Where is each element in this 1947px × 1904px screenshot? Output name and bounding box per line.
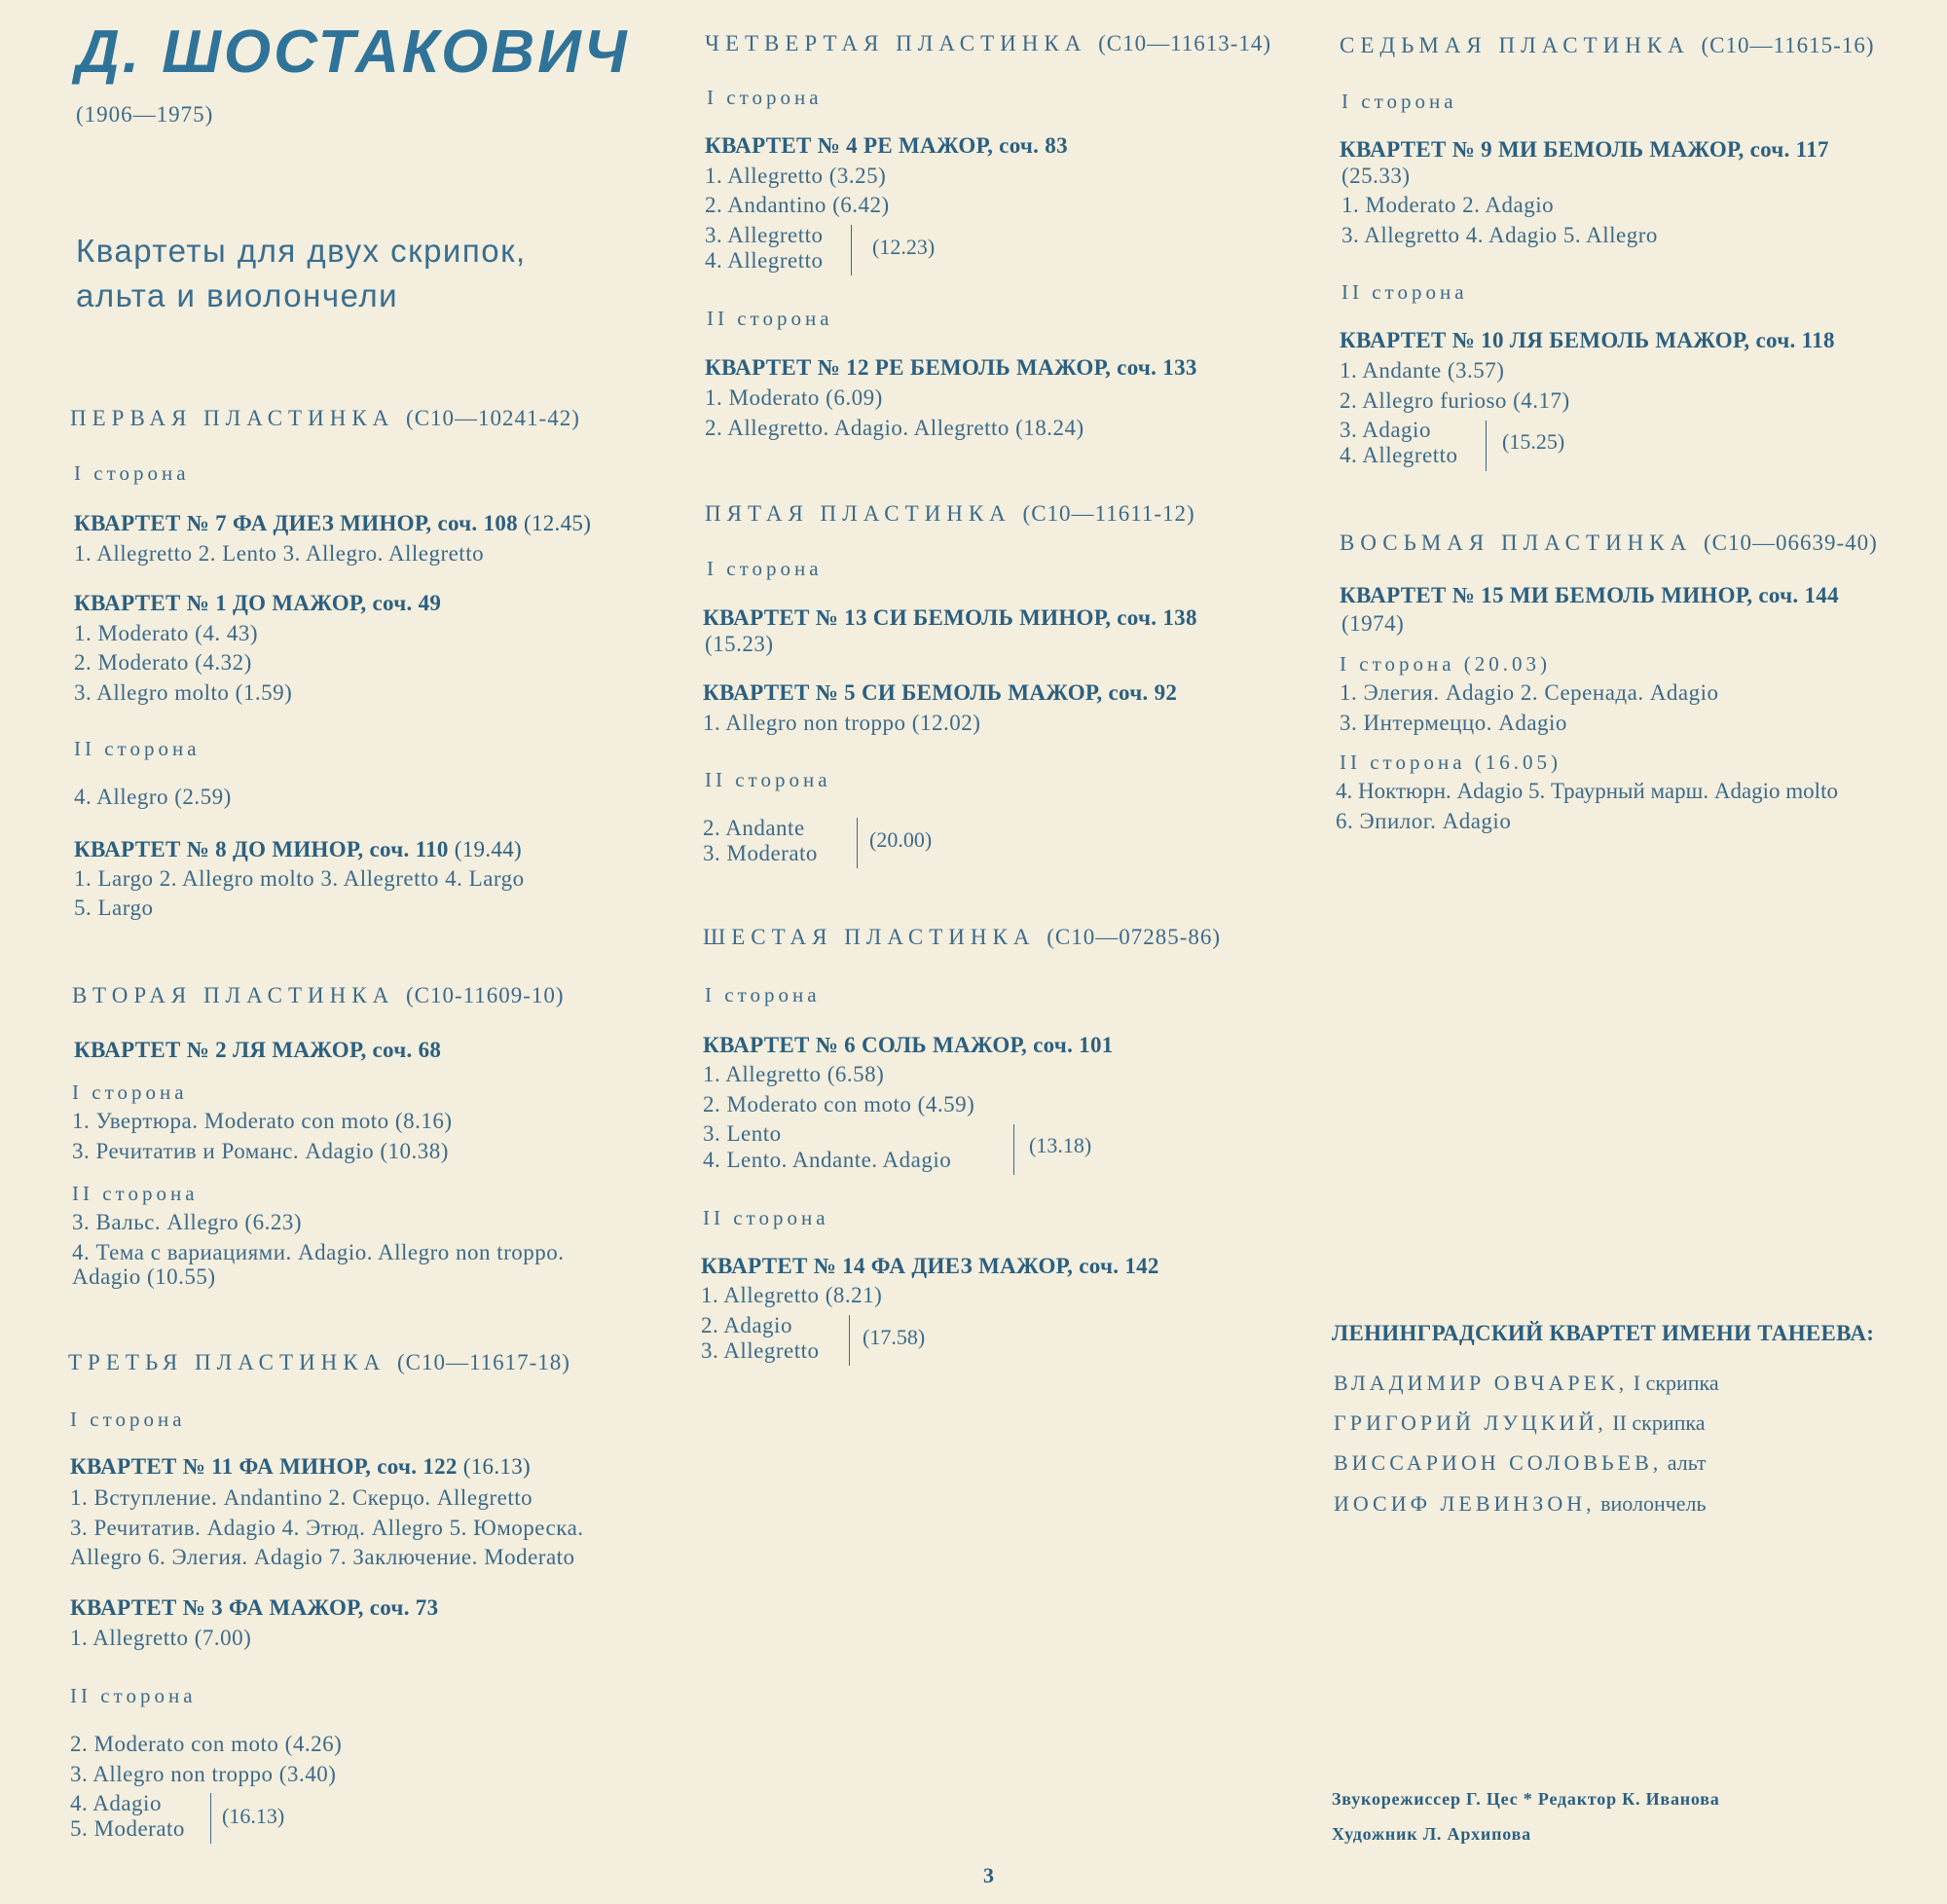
quartet-10-title: КВАРТЕТ № 10 ЛЯ БЕМОЛЬ МАЖОР, соч. 118 bbox=[1340, 328, 1835, 352]
quartet-2-movement-4-cont: Adagio (10.55) bbox=[72, 1264, 216, 1289]
record-2-heading bbox=[72, 983, 565, 1008]
quartet-2-movement-1: 1. Увертюра. Moderato con moto (8.16) bbox=[72, 1109, 453, 1133]
quartet-11-name: КВАРТЕТ № 11 ФА МИНОР, соч. 122 bbox=[70, 1454, 458, 1479]
quartet-6-movement-4: 4. Lento. Andante. Adagio bbox=[703, 1148, 952, 1172]
quartet-5-movement-3: 3. Moderato bbox=[703, 841, 818, 865]
quartet-3-brace bbox=[210, 1793, 211, 1844]
quartet-6-movement-2: 2. Moderato con moto (4.59) bbox=[703, 1092, 975, 1117]
record-4-heading bbox=[705, 31, 1271, 56]
quartet-2-title: КВАРТЕТ № 2 ЛЯ МАЖОР, соч. 68 bbox=[74, 1038, 442, 1062]
quartet-13-time: (15.23) bbox=[705, 632, 774, 656]
quartet-10-brace-time: (15.25) bbox=[1502, 429, 1565, 454]
record-5-label: ПЯТАЯ ПЛАСТИНКА bbox=[705, 501, 1011, 526]
ensemble-member-1 bbox=[1334, 1371, 1719, 1396]
quartet-6-brace bbox=[1013, 1124, 1014, 1175]
quartet-4-movement-4: 4. Allegretto bbox=[705, 248, 824, 273]
quartet-7-title bbox=[74, 511, 591, 536]
record-7-heading bbox=[1340, 33, 1874, 58]
record-4-side-2: II сторона bbox=[707, 307, 833, 330]
quartet-12-movement-1: 1. Moderato (6.09) bbox=[705, 385, 883, 410]
quartet-13-title: КВАРТЕТ № 13 СИ БЕМОЛЬ МИНОР, соч. 138 bbox=[703, 605, 1197, 630]
quartet-11-movements-2: 3. Речитатив. Adagio 4. Этюд. Allegro 5. Юмореска. bbox=[70, 1516, 584, 1540]
record-1-side-1: I сторона bbox=[74, 461, 190, 485]
quartet-3-movement-2: 2. Moderato con moto (4.26) bbox=[70, 1732, 343, 1756]
record-2-side-1: I сторона bbox=[72, 1080, 188, 1104]
record-4-label: ЧЕТВЕРТАЯ ПЛАСТИНКА bbox=[705, 31, 1087, 55]
record-7-side-2: II сторона bbox=[1341, 280, 1468, 304]
member-3-name: ВИССАРИОН СОЛОВЬЕВ, bbox=[1334, 1450, 1663, 1475]
quartet-15-movements-1: 1. Элегия. Adagio 2. Серенада. Adagio bbox=[1340, 680, 1719, 705]
quartet-9-movements-2: 3. Allegretto 4. Adagio 5. Allegro bbox=[1341, 223, 1658, 247]
quartet-9-title: КВАРТЕТ № 9 МИ БЕМОЛЬ МАЖОР, соч. 117 bbox=[1340, 137, 1829, 162]
quartet-5-movement-1: 1. Allegro non troppo (12.02) bbox=[703, 711, 981, 735]
record-1-side-2: II сторона bbox=[74, 737, 201, 760]
quartet-8-name: КВАРТЕТ № 8 ДО МИНОР, соч. 110 bbox=[74, 837, 449, 861]
quartet-8-time: (19.44) bbox=[454, 837, 522, 861]
quartet-14-movement-3: 3. Allegretto bbox=[701, 1338, 820, 1363]
quartet-1-movement-2: 2. Moderato (4.32) bbox=[74, 650, 252, 675]
record-3-label: ТРЕТЬЯ ПЛАСТИНКА bbox=[68, 1350, 386, 1374]
quartet-6-movement-1: 1. Allegretto (6.58) bbox=[703, 1062, 885, 1086]
quartet-11-time: (16.13) bbox=[462, 1454, 531, 1479]
quartet-10-movement-2: 2. Allegro furioso (4.17) bbox=[1340, 388, 1570, 413]
quartet-3-title: КВАРТЕТ № 3 ФА МАЖОР, соч. 73 bbox=[70, 1595, 439, 1620]
quartet-3-movement-5: 5. Moderato bbox=[70, 1816, 185, 1841]
subtitle-line-1: Квартеты для двух скрипок, bbox=[76, 233, 527, 269]
quartet-2-movement-4: 4. Тема с вариациями. Adagio. Allegro non troppo. bbox=[72, 1240, 565, 1264]
quartet-2-movement-2: 3. Речитатив и Романс. Adagio (10.38) bbox=[72, 1139, 449, 1163]
record-8-heading bbox=[1340, 531, 1878, 556]
quartet-3-movement-4: 4. Adagio bbox=[70, 1791, 162, 1815]
record-8-side-2: II сторона (16.05) bbox=[1340, 751, 1562, 774]
quartet-2-movement-3: 3. Вальс. Allegro (6.23) bbox=[72, 1210, 303, 1234]
quartet-15-movements-4: 6. Эпилог. Adagio bbox=[1336, 809, 1512, 833]
quartet-3-movement-3: 3. Allegro non troppo (3.40) bbox=[70, 1762, 337, 1786]
quartet-9-time: (25.33) bbox=[1341, 164, 1411, 188]
subtitle-line-2: альта и виолончели bbox=[76, 277, 399, 313]
quartet-14-title: КВАРТЕТ № 14 ФА ДИЕЗ МАЖОР, соч. 142 bbox=[701, 1254, 1159, 1278]
record-2-catalog: (С10-11609-10) bbox=[405, 983, 565, 1007]
quartet-3-movement-1: 1. Allegretto (7.00) bbox=[70, 1626, 252, 1650]
quartet-14-brace-time: (17.58) bbox=[863, 1325, 926, 1349]
member-4-name: ИОСИФ ЛЕВИНЗОН, bbox=[1334, 1491, 1596, 1516]
ensemble-title: ЛЕНИНГРАДСКИЙ КВАРТЕТ ИМЕНИ ТАНЕЕВА: bbox=[1332, 1321, 1875, 1345]
quartet-6-brace-time: (13.18) bbox=[1029, 1133, 1092, 1157]
quartet-10-brace bbox=[1486, 421, 1487, 471]
quartet-1-movement-4: 4. Allegro (2.59) bbox=[74, 785, 232, 809]
quartet-5-brace bbox=[857, 818, 858, 868]
ensemble-member-4 bbox=[1334, 1491, 1707, 1517]
member-4-role: виолончель bbox=[1600, 1491, 1707, 1516]
quartet-4-movement-1: 1. Allegretto (3.25) bbox=[705, 164, 887, 188]
quartet-15-movements-2: 3. Интермеццо. Adagio bbox=[1340, 711, 1567, 735]
quartet-4-movement-2: 2. Andantino (6.42) bbox=[705, 193, 890, 217]
record-6-catalog: (С10—07285-86) bbox=[1047, 925, 1222, 949]
composer-name: Д. ШОСТАКОВИЧ bbox=[76, 18, 630, 86]
quartet-4-title: КВАРТЕТ № 4 РЕ МАЖОР, соч. 83 bbox=[705, 133, 1068, 158]
record-4-catalog: (С10—11613-14) bbox=[1098, 31, 1272, 55]
record-8-label: ВОСЬМАЯ ПЛАСТИНКА bbox=[1340, 531, 1693, 555]
record-6-side-1: I сторона bbox=[705, 983, 821, 1007]
quartet-5-movement-2: 2. Andante bbox=[703, 816, 805, 840]
quartet-1-movement-3: 3. Allegro molto (1.59) bbox=[74, 680, 293, 705]
record-1-catalog: (С10—10241-42) bbox=[406, 406, 580, 430]
composer-years: (1906—1975) bbox=[76, 102, 214, 127]
quartet-7-movements: 1. Allegretto 2. Lento 3. Allegro. Allegretto bbox=[74, 541, 485, 566]
record-3-catalog: (С10—11617-18) bbox=[397, 1350, 570, 1374]
record-5-side-2: II сторона bbox=[705, 768, 831, 791]
quartet-10-movement-3: 3. Adagio bbox=[1340, 418, 1431, 442]
quartet-1-movement-1: 1. Moderato (4. 43) bbox=[74, 621, 258, 645]
record-6-label: ШЕСТАЯ ПЛАСТИНКА bbox=[703, 925, 1036, 949]
quartet-6-title: КВАРТЕТ № 6 СОЛЬ МАЖОР, соч. 101 bbox=[703, 1033, 1114, 1057]
record-1-heading bbox=[70, 406, 580, 431]
quartet-11-title bbox=[70, 1454, 531, 1480]
quartet-15-year: (1974) bbox=[1341, 611, 1405, 636]
record-1-label: ПЕРВАЯ ПЛАСТИНКА bbox=[70, 406, 395, 430]
record-6-side-2: II сторона bbox=[703, 1206, 829, 1229]
record-2-label: ВТОРАЯ ПЛАСТИНКА bbox=[72, 983, 395, 1007]
member-2-role: II скрипка bbox=[1612, 1410, 1706, 1435]
quartet-7-time: (12.45) bbox=[524, 511, 592, 535]
record-3-heading bbox=[68, 1350, 570, 1375]
quartet-7-name: КВАРТЕТ № 7 ФА ДИЕЗ МИНОР, соч. 108 bbox=[74, 511, 518, 535]
quartet-12-movement-2: 2. Allegretto. Adagio. Allegretto (18.24) bbox=[705, 416, 1084, 440]
quartet-6-movement-3: 3. Lento bbox=[703, 1121, 782, 1146]
quartet-1-title: КВАРТЕТ № 1 ДО МАЖОР, соч. 49 bbox=[74, 591, 442, 615]
quartet-14-movement-2: 2. Adagio bbox=[701, 1313, 792, 1337]
ensemble-member-2 bbox=[1334, 1410, 1706, 1436]
quartet-10-movement-4: 4. Allegretto bbox=[1340, 443, 1458, 467]
quartet-12-title: КВАРТЕТ № 12 РЕ БЕМОЛЬ МАЖОР, соч. 133 bbox=[705, 355, 1197, 380]
record-3-side-2: II сторона bbox=[70, 1684, 197, 1707]
quartet-8-title bbox=[74, 837, 522, 862]
record-8-catalog: (С10—06639-40) bbox=[1704, 531, 1878, 555]
member-1-name: ВЛАДИМИР ОВЧАРЕК, bbox=[1334, 1371, 1629, 1395]
work-subtitle bbox=[76, 229, 527, 318]
record-5-catalog: (С10—11611-12) bbox=[1022, 501, 1195, 526]
quartet-4-brace-time: (12.23) bbox=[872, 235, 936, 259]
quartet-9-movements-1: 1. Moderato 2. Adagio bbox=[1341, 193, 1555, 217]
record-7-label: СЕДЬМАЯ ПЛАСТИНКА bbox=[1340, 33, 1690, 57]
quartet-11-movements-1: 1. Вступление. Andantino 2. Скерцо. Allegretto bbox=[70, 1485, 533, 1510]
quartet-14-movement-1: 1. Allegretto (8.21) bbox=[701, 1283, 883, 1307]
record-4-side-1: I сторона bbox=[707, 86, 823, 109]
credits-line-2: Художник Л. Архипова bbox=[1332, 1824, 1531, 1844]
record-5-heading bbox=[705, 501, 1195, 527]
page-number: 3 bbox=[983, 1863, 994, 1887]
record-5-side-1: I сторона bbox=[707, 557, 823, 580]
quartet-10-movement-1: 1. Andante (3.57) bbox=[1340, 358, 1505, 383]
member-2-name: ГРИГОРИЙ ЛУЦКИЙ, bbox=[1334, 1410, 1607, 1435]
record-7-side-1: I сторона bbox=[1341, 90, 1457, 113]
credits-line-1: Звукорежиссер Г. Цес * Редактор К. Иванова bbox=[1332, 1789, 1720, 1809]
quartet-5-title: КВАРТЕТ № 5 СИ БЕМОЛЬ МАЖОР, соч. 92 bbox=[703, 680, 1178, 705]
quartet-15-movements-3: 4. Ноктюрн. Adagio 5. Траурный марш. Adagio molto bbox=[1336, 779, 1838, 803]
record-7-catalog: (С10—11615-16) bbox=[1701, 33, 1875, 57]
quartet-8-movements-2: 5. Largo bbox=[74, 896, 154, 920]
quartet-5-brace-time: (20.00) bbox=[869, 827, 933, 852]
quartet-14-brace bbox=[849, 1315, 850, 1366]
member-3-role: альт bbox=[1667, 1450, 1707, 1475]
quartet-4-movement-3: 3. Allegretto bbox=[705, 223, 824, 247]
quartet-11-movements-3: Allegro 6. Элегия. Adagio 7. Заключение. Moderato bbox=[70, 1545, 575, 1569]
quartet-15-title: КВАРТЕТ № 15 МИ БЕМОЛЬ МИНОР, соч. 144 bbox=[1340, 583, 1839, 607]
record-8-side-1: I сторона (20.03) bbox=[1340, 652, 1552, 676]
record-6-heading bbox=[703, 925, 1221, 950]
record-3-side-1: I сторона bbox=[70, 1408, 186, 1431]
quartet-4-brace bbox=[851, 225, 852, 275]
member-1-role: I скрипка bbox=[1633, 1371, 1719, 1395]
record-2-side-2: II сторона bbox=[72, 1182, 199, 1205]
quartet-3-brace-time: (16.13) bbox=[222, 1804, 285, 1828]
ensemble-member-3 bbox=[1334, 1450, 1707, 1476]
quartet-8-movements-1: 1. Largo 2. Allegro molto 3. Allegretto 4. Largo bbox=[74, 866, 525, 891]
